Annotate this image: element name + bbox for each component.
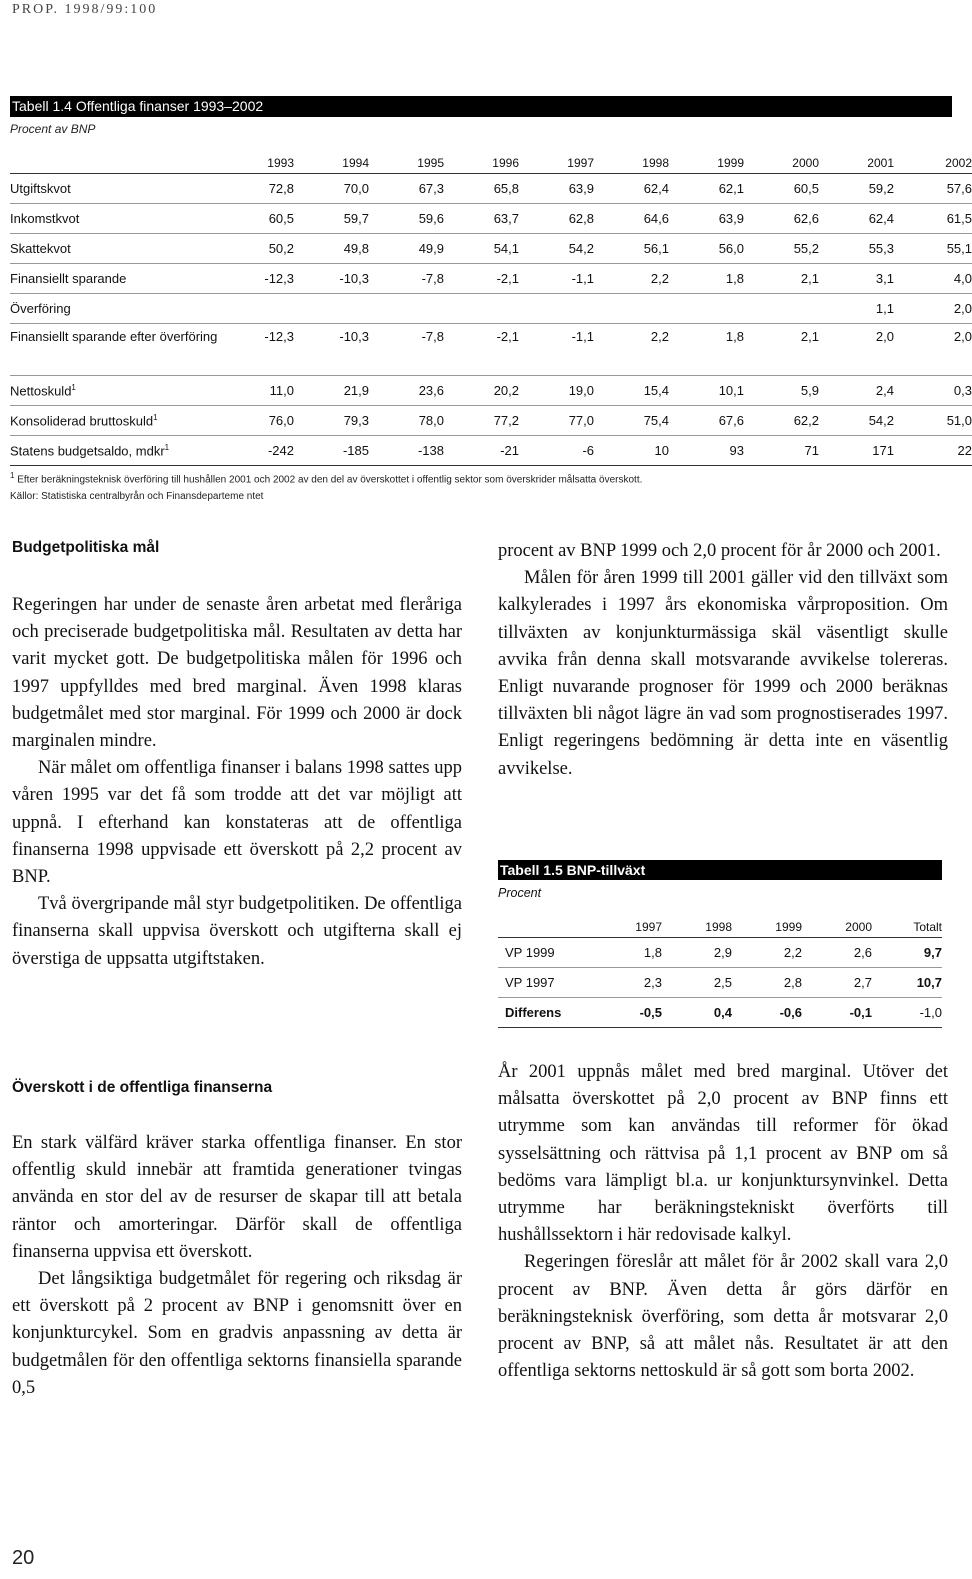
table-cell: -0,1 xyxy=(802,998,872,1028)
footnote-mark: 1 xyxy=(164,442,170,452)
table-cell: 2,4 xyxy=(819,376,894,406)
table-cell: 22 xyxy=(894,436,972,466)
table-row xyxy=(10,406,972,436)
table-1-4-header-row xyxy=(10,140,972,174)
paragraph: När målet om offentliga finanser i balans 1998 sattes upp våren 1995 var det få som trodde att det var möjligt att uppnå. I efterhand kan konstateras att de offentliga finanserna 1998 uppvisade ett överskott på 2,2 procent av BNP. xyxy=(12,758,462,888)
table-cell: -2,1 xyxy=(444,324,519,376)
table-cell xyxy=(294,294,369,324)
table-1-4-grid xyxy=(10,140,972,466)
table-cell: 56,1 xyxy=(594,234,669,264)
table-cell: 2,3 xyxy=(602,968,662,998)
paragraph: procent av BNP 1999 och 2,0 procent för år 2000 och 2001. xyxy=(498,541,941,561)
table-row xyxy=(10,234,972,264)
table-cell: 60,5 xyxy=(224,204,294,234)
table-cell: -7,8 xyxy=(369,324,444,376)
left-column-section-1 xyxy=(12,538,462,973)
column-header: 1997 xyxy=(519,140,594,174)
row-label-text: Konsoliderad bruttoskuld xyxy=(10,413,154,429)
table-cell: 67,6 xyxy=(669,406,744,436)
column-header: 1995 xyxy=(369,140,444,174)
table-cell: 2,2 xyxy=(594,324,669,376)
table-cell: 2,2 xyxy=(732,938,802,968)
table-cell: 21,9 xyxy=(294,376,369,406)
paragraph: En stark välfärd kräver starka offentliga finanser. En stor offentlig skuld innebär att framtida generationer tvingas använda en stor del av de resurser de skapar till att betala räntor och amorteringar. Därför skall de offentliga finanserna uppvisa ett överskott. xyxy=(12,1133,462,1262)
table-cell: 60,5 xyxy=(744,174,819,204)
table-1-5-title: Tabell 1.5 BNP-tillväxt xyxy=(498,860,942,880)
table-cell: 63,9 xyxy=(519,174,594,204)
row-label: VP 1999 xyxy=(498,938,602,968)
table-cell: 59,7 xyxy=(294,204,369,234)
column-header: 1997 xyxy=(602,908,662,938)
table-cell xyxy=(669,294,744,324)
table-cell: 56,0 xyxy=(669,234,744,264)
row-label-text: Finansiellt sparande xyxy=(10,271,127,286)
table-1-5-header-row xyxy=(498,908,942,938)
table-cell: 55,3 xyxy=(819,234,894,264)
table-cell: 62,2 xyxy=(744,406,819,436)
column-header: 2002 xyxy=(894,140,972,174)
table-cell: 2,6 xyxy=(802,938,872,968)
table-cell xyxy=(594,294,669,324)
table-cell: -0,6 xyxy=(732,998,802,1028)
column-header: 1994 xyxy=(294,140,369,174)
table-cell: 59,2 xyxy=(819,174,894,204)
table-cell: 0,3 xyxy=(894,376,972,406)
right-column-section-1 xyxy=(498,538,948,783)
paragraph: Regeringen har under de senaste åren arbetat med fleråriga och preciserade budgetpolitiska mål. Resultaten av detta har varit mycket gott. De budgetpolitiska målen för 1996 och 1997 uppfylldes med bred marginal. Även 1998 klaras budgetmålet med stor marginal. För 1999 och 2000 är dock marginalen mindre. xyxy=(12,595,462,752)
table-cell: 70,0 xyxy=(294,174,369,204)
table-cell: 77,2 xyxy=(444,406,519,436)
table-cell: -138 xyxy=(369,436,444,466)
table-row xyxy=(10,324,972,376)
table-row xyxy=(10,376,972,406)
table-1-4-subtitle: Procent av BNP xyxy=(10,122,96,136)
footnote-mark: 1 xyxy=(10,471,15,480)
table-cell: 72,8 xyxy=(224,174,294,204)
row-label xyxy=(10,324,224,376)
table-cell: 2,7 xyxy=(802,968,872,998)
table-cell: 2,5 xyxy=(662,968,732,998)
table-cell: -10,3 xyxy=(294,324,369,376)
table-cell: 54,2 xyxy=(819,406,894,436)
table-cell: 1,8 xyxy=(602,938,662,968)
heading-overskott: Överskott i de offentliga finanserna xyxy=(12,1079,273,1096)
table-cell: 20,2 xyxy=(444,376,519,406)
table-cell: -2,1 xyxy=(444,264,519,294)
row-label xyxy=(10,294,224,324)
table-cell: -0,5 xyxy=(602,998,662,1028)
table-cell xyxy=(369,294,444,324)
table-cell: 49,8 xyxy=(294,234,369,264)
row-label-text: Inkomstkvot xyxy=(10,211,80,226)
table-cell: 59,6 xyxy=(369,204,444,234)
paragraph: Målen för åren 1999 till 2001 gäller vid den tillväxt som kalkylerades i 1997 års ekonomiska vårproposition. Om tillväxten av konjunkturmässiga skäl väsentligt skulle avvika från denna skall motsvarande avvikelse tolereras. Enligt nuvarande prognoser för 1999 och 2000 beräknas tillväxten bli något lägre än vad som prognostiserades 1997. Enligt regeringens bedömning är detta inte en väsentlig avvikelse. xyxy=(498,568,948,779)
paragraph: Det långsiktiga budgetmålet för regering och riksdag är ett överskott på 2 procent av BNP i genomsnitt över en konjunkturcykel. Som en gradvis anpassning av detta är budgetmålen för den offentliga sektorns finansiella sparande 0,5 xyxy=(12,1269,462,1398)
table-cell: -242 xyxy=(224,436,294,466)
table-cell: 75,4 xyxy=(594,406,669,436)
table-cell xyxy=(444,294,519,324)
column-header: 1996 xyxy=(444,140,519,174)
table-cell: -21 xyxy=(444,436,519,466)
table-cell: -7,8 xyxy=(369,264,444,294)
table-cell: 2,1 xyxy=(744,264,819,294)
table-cell: 11,0 xyxy=(224,376,294,406)
row-label xyxy=(10,234,224,264)
table-cell: 2,0 xyxy=(894,294,972,324)
table-cell: 79,3 xyxy=(294,406,369,436)
running-header: PROP. 1998/99:100 xyxy=(12,2,158,17)
column-header: 1993 xyxy=(224,140,294,174)
table-cell: 10,1 xyxy=(669,376,744,406)
footnote-mark: 1 xyxy=(71,382,76,392)
table-cell: 171 xyxy=(819,436,894,466)
row-label-text: Statens budgetsaldo, mdkr xyxy=(10,443,165,459)
table-cell: 65,8 xyxy=(444,174,519,204)
row-label-text: Utgiftskvot xyxy=(10,181,71,196)
table-row xyxy=(498,968,942,998)
table-cell: 71 xyxy=(744,436,819,466)
table-cell: 93 xyxy=(669,436,744,466)
table-cell: 62,4 xyxy=(819,204,894,234)
column-header: 2000 xyxy=(802,908,872,938)
table-row xyxy=(10,436,972,466)
footnote-text: Efter beräkningsteknisk överföring till hushållen 2001 och 2002 av den del av överskottet i offentlig sektor som överskrider målsatta överskott. xyxy=(17,474,643,486)
left-column-section-2 xyxy=(12,1078,462,1402)
table-cell: 4,0 xyxy=(894,264,972,294)
table-row xyxy=(10,204,972,234)
table-1-4-footnote xyxy=(10,468,952,487)
table-cell: 77,0 xyxy=(519,406,594,436)
table-cell: 1,8 xyxy=(669,324,744,376)
table-cell: 15,4 xyxy=(594,376,669,406)
row-label xyxy=(10,436,224,466)
table-cell: 2,0 xyxy=(894,324,972,376)
table-cell: 51,0 xyxy=(894,406,972,436)
column-header: 1998 xyxy=(594,140,669,174)
row-label-text: Finansiellt sparande efter överföring xyxy=(10,329,218,344)
row-label-text: Överföring xyxy=(10,301,71,316)
paragraph: Två övergripande mål styr budgetpolitiken. De offentliga finanserna skall uppvisa överskott och utgifterna skall ej överstiga de uppsatta utgiftstaken. xyxy=(12,894,462,969)
table-cell: -1,1 xyxy=(519,324,594,376)
table-cell: 50,2 xyxy=(224,234,294,264)
right-column-section-2 xyxy=(498,1059,948,1385)
table-cell xyxy=(744,294,819,324)
table-cell: 23,6 xyxy=(369,376,444,406)
paragraph: År 2001 uppnås målet med bred marginal. Utöver det målsatta överskottet på 2,0 procent av BNP finns ett utrymme som kan användas till reformer för ökad sysselsättning och rättvisa på 1,1 procent av BNP om så bedöms vara lämpligt bl.a. ur konjunktursynvinkel. Detta utrymme har beräkningstekniskt överförts till hushållssektorn i här redovisade kalkyl. xyxy=(498,1062,948,1246)
table-cell: 1,1 xyxy=(819,294,894,324)
table-cell: 5,9 xyxy=(744,376,819,406)
paragraph: Regeringen föreslår att målet för år 2002 skall vara 2,0 procent av BNP. Även detta år görs därför en beräkningsteknisk överföring, som detta år motsvarar 2,0 procent av BNP, så att målet nås. Resultatet är att den offentliga sektorns nettoskuld är så gott som borta 2002. xyxy=(498,1252,948,1382)
table-cell: 54,1 xyxy=(444,234,519,264)
table-cell: -1,0 xyxy=(872,998,942,1028)
table-cell: 62,4 xyxy=(594,174,669,204)
table-cell: 19,0 xyxy=(519,376,594,406)
table-cell: 63,9 xyxy=(669,204,744,234)
table-row xyxy=(10,174,972,204)
table-cell: -6 xyxy=(519,436,594,466)
table-cell: 78,0 xyxy=(369,406,444,436)
row-label: Differens xyxy=(498,998,602,1028)
table-cell: 61,5 xyxy=(894,204,972,234)
page-number: 20 xyxy=(12,1547,35,1569)
row-label: VP 1997 xyxy=(498,968,602,998)
table-row xyxy=(498,938,942,968)
table-cell: -185 xyxy=(294,436,369,466)
table-cell: 2,2 xyxy=(594,264,669,294)
table-row xyxy=(10,294,972,324)
column-header: 2001 xyxy=(819,140,894,174)
table-cell: 67,3 xyxy=(369,174,444,204)
table-cell: 2,8 xyxy=(732,968,802,998)
table-row xyxy=(10,264,972,294)
table-cell: 1,8 xyxy=(669,264,744,294)
column-header: 1999 xyxy=(669,140,744,174)
table-cell: -1,1 xyxy=(519,264,594,294)
table-cell: 55,2 xyxy=(744,234,819,264)
table-cell: 76,0 xyxy=(224,406,294,436)
table-cell: 2,0 xyxy=(819,324,894,376)
table-1-5-grid xyxy=(498,908,942,1028)
row-label-text: Skattekvot xyxy=(10,241,71,256)
table-1-5 xyxy=(498,860,942,1028)
table-1-4 xyxy=(10,96,972,504)
table-row xyxy=(498,998,942,1028)
footnote-mark: 1 xyxy=(153,412,158,422)
heading-budgetpolitiska-mal: Budgetpolitiska mål xyxy=(12,539,160,556)
table-cell xyxy=(519,294,594,324)
table-cell: 10,7 xyxy=(872,968,942,998)
table-1-5-subtitle: Procent xyxy=(498,886,542,900)
table-cell: -12,3 xyxy=(224,324,294,376)
table-cell: 3,1 xyxy=(819,264,894,294)
table-1-4-title: Tabell 1.4 Offentliga finanser 1993–2002 xyxy=(10,96,952,117)
table-cell: 0,4 xyxy=(662,998,732,1028)
table-cell: 10 xyxy=(594,436,669,466)
table-cell: 55,1 xyxy=(894,234,972,264)
column-header: 2000 xyxy=(744,140,819,174)
row-label-text: Nettoskuld xyxy=(10,383,72,399)
table-cell: 62,1 xyxy=(669,174,744,204)
table-cell: 57,6 xyxy=(894,174,972,204)
table-cell: 2,9 xyxy=(662,938,732,968)
table-cell: 62,8 xyxy=(519,204,594,234)
table-cell: -10,3 xyxy=(294,264,369,294)
table-cell: 2,1 xyxy=(744,324,819,376)
row-label xyxy=(10,406,224,436)
table-cell: 62,6 xyxy=(744,204,819,234)
table-cell: -12,3 xyxy=(224,264,294,294)
row-label xyxy=(10,204,224,234)
table-cell: 54,2 xyxy=(519,234,594,264)
table-cell: 49,9 xyxy=(369,234,444,264)
table-cell: 9,7 xyxy=(872,938,942,968)
column-header: Totalt xyxy=(872,908,942,938)
table-cell: 63,7 xyxy=(444,204,519,234)
row-label xyxy=(10,376,224,406)
column-header: 1999 xyxy=(732,908,802,938)
column-header: 1998 xyxy=(662,908,732,938)
table-cell: 64,6 xyxy=(594,204,669,234)
table-cell xyxy=(224,294,294,324)
table-1-4-source: Källor: Statistiska centralbyrån och Finansdeparteme ntet xyxy=(10,491,264,503)
row-label xyxy=(10,264,224,294)
row-label xyxy=(10,174,224,204)
